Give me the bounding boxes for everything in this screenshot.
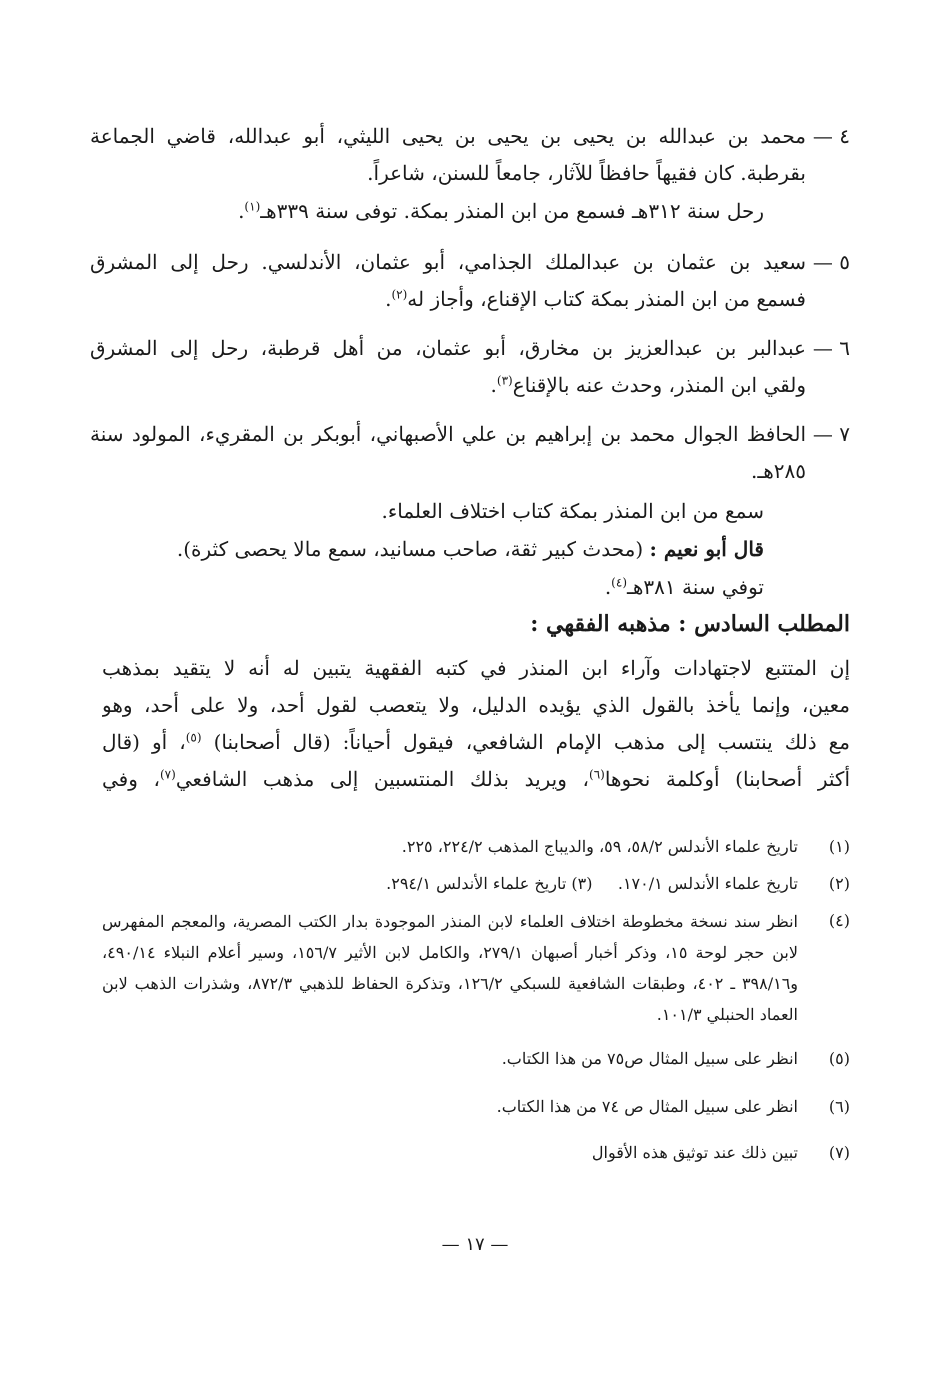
paragraph-text: أكثر أصحابنا) أوكلمة نحوها bbox=[604, 767, 850, 791]
footnote-number: (٢) bbox=[828, 874, 850, 893]
entry-body bbox=[90, 118, 806, 192]
footnote-number: (٦) bbox=[828, 1097, 850, 1116]
footnote-text: تاريخ علماء الأندلس ٥٨/٢، ٥٩، والديباج المذهب ٢٢٤/٢، ٢٢٥. bbox=[401, 837, 798, 856]
footnote-5 bbox=[102, 1044, 850, 1074]
biography-entry-5 bbox=[90, 244, 850, 318]
footnote-ref: (١) bbox=[244, 199, 261, 214]
entry-body bbox=[90, 330, 806, 404]
entry-line: عبدالبر بن عبدالعزيز بن مخارق، أبو عثمان، من أهل قرطبة، رحل إلى المشرق bbox=[90, 336, 806, 360]
entry-tail-text: ولقي ابن المنذر، وحدث عنه بالإقناع bbox=[512, 373, 806, 397]
footnote-text: انظر سند نسخة مخطوطة اختلاف العلماء لابن المنذر الموجودة بدار الكتب المصرية، والمعجم المفهرس لابن حجر لوحة ١٥، وذكر أخبار أصبهان ٢٧٩/١، والكامل لابن الأثير ١٥٦/٧، وسير أعلام النبلاء ٤٩٠/١٤، و٣٩٨/١٦ ـ ٤٠٢، وطبقات الشافعية للسبكي ١٢٦/٢، وتذكرة الحفاظ للذهبي ٨٧٢/٣، وشذرات الذهب لابن العماد الحنبلي ١٠١/٣. bbox=[102, 912, 799, 1024]
footnote-ref: (٣) bbox=[496, 373, 513, 388]
paragraph-text: ، أو (قال bbox=[102, 730, 186, 754]
footnote-4 bbox=[102, 906, 850, 1030]
biography-entry-6 bbox=[90, 330, 850, 404]
entry-line: ٢٨٥هـ. bbox=[751, 459, 806, 483]
footnote-ref: (٢) bbox=[391, 287, 408, 302]
entry-line: بقرطبة. كان فقيهاً حافظاً للآثار، جامعاً للسنن، شاعراً. bbox=[367, 161, 806, 185]
entry-tail-text: فسمع من ابن المنذر بمكة كتاب الإقناع، وأجاز له bbox=[407, 287, 806, 311]
entry-number: ٤ — bbox=[812, 124, 850, 148]
paragraph-text: ، وفي bbox=[102, 767, 160, 791]
abu-nuaym-quote: (محدث كبير ثقة، صاحب مسانيد، سمع مالا يحصى كثرة). bbox=[176, 537, 644, 561]
footnote-2 bbox=[102, 869, 850, 899]
period: . bbox=[490, 373, 497, 397]
entry-number: ٦ — bbox=[812, 336, 850, 360]
paragraph-text: مع ذلك ينتسب إلى مذهب الإمام الشافعي، فيقول أحياناً: (قال أصحابنا) bbox=[213, 730, 850, 754]
madhhab-paragraph bbox=[102, 650, 850, 798]
entry-body bbox=[90, 416, 806, 490]
biography-entry-4 bbox=[90, 118, 850, 192]
footnote-text: انظر على سبيل المثال ص٧٥ من هذا الكتاب. bbox=[501, 1049, 798, 1068]
footnote-number: (٥) bbox=[828, 1049, 850, 1068]
entry-line: محمد بن عبدالله بن يحيى بن يحيى بن يحيى الليثي، أبو عبدالله، قاضي الجماعة bbox=[90, 124, 806, 148]
footnote-number: (١) bbox=[828, 837, 850, 856]
footnote-ref: (٦) bbox=[589, 767, 605, 782]
paragraph-line bbox=[102, 761, 850, 798]
footnote-text: تبين ذلك عند توثيق هذه الأقوال bbox=[591, 1143, 798, 1162]
entry-body bbox=[90, 244, 806, 318]
entry-line: الحافظ الجوال محمد بن إبراهيم بن علي الأصبهاني، أبوبكر بن المقريء، المولود سنة bbox=[90, 422, 806, 446]
page-number: — ١٧ — bbox=[441, 1234, 509, 1255]
biography-entry-7 bbox=[90, 416, 850, 490]
entry-7-abu-nuaym-line bbox=[144, 531, 764, 568]
footnote-ref: (٧) bbox=[159, 767, 176, 782]
entry-line bbox=[90, 281, 806, 318]
footnote-text: تاريخ علماء الأندلس ١٧٠/١. (٣) تاريخ علماء الأندلس ٢٩٤/١. bbox=[386, 874, 798, 893]
paragraph-line: إن المتتبع لاجتهادات وآراء ابن المنذر في كتبه الفقهية يتبين له أنه لا يتقيد بمذهب bbox=[102, 656, 850, 680]
paragraph-text: ، ويريد بذلك المنتسبين إلى مذهب الشافعي bbox=[175, 767, 589, 791]
section-heading: المطلب السادس : مذهبه الفقهي : bbox=[530, 611, 850, 637]
footnote-6 bbox=[102, 1092, 850, 1122]
abu-nuaym-label: قال أبو نعيم : bbox=[649, 537, 764, 561]
entry-number: ٧ — bbox=[812, 422, 850, 446]
entry-4-travel-text: رحل سنة ٣١٢هـ فسمع من ابن المنذر بمكة. توفى سنة ٣٣٩هـ bbox=[260, 199, 764, 223]
entry-line bbox=[90, 367, 806, 404]
entry-line: سعيد بن عثمان بن عبدالملك الجذامي، أبو عثمان، الأندلسي. رحل إلى المشرق bbox=[90, 250, 806, 274]
death-text: توفي سنة ٣٨١هـ bbox=[627, 575, 764, 599]
period: . bbox=[604, 575, 612, 599]
footnote-1 bbox=[102, 832, 850, 862]
paragraph-line: معين، وإنما يأخذ بالقول الذي يؤيده الدليل، ولا يتعصب لقول أحد، ولا على أحد، وهو bbox=[102, 693, 850, 717]
entry-4-travel-line bbox=[144, 193, 764, 230]
period: . bbox=[238, 199, 245, 223]
footnote-ref: (٥) bbox=[185, 730, 202, 745]
entry-7-heard-line: سمع من ابن المنذر بمكة كتاب اختلاف العلماء. bbox=[381, 499, 764, 523]
footnote-text: انظر على سبيل المثال ص ٧٤ من هذا الكتاب. bbox=[496, 1097, 798, 1116]
footnote-number: (٧) bbox=[828, 1143, 850, 1162]
footnote-number: (٤) bbox=[828, 911, 850, 930]
paragraph-line bbox=[102, 724, 850, 761]
footnote-7 bbox=[102, 1138, 850, 1168]
entry-number: ٥ — bbox=[812, 250, 850, 274]
period: . bbox=[385, 287, 392, 311]
entry-7-death-line bbox=[144, 569, 764, 606]
footnote-ref: (٤) bbox=[611, 575, 627, 590]
